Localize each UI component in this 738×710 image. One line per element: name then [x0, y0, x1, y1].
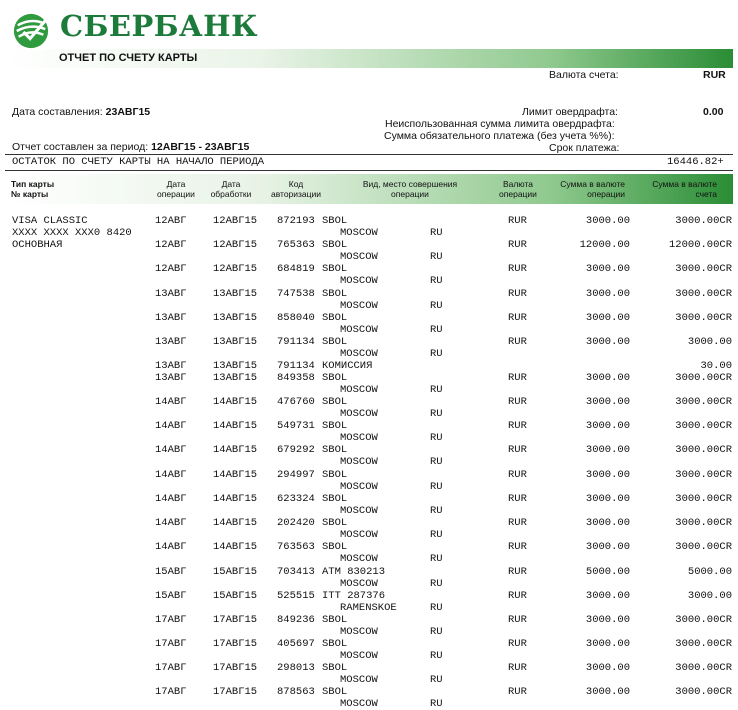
auth-code: 679292 — [277, 444, 315, 456]
operation-place: MOSCOW — [340, 529, 378, 541]
report-title: ОТЧЕТ ПО СЧЕТУ КАРТЫ — [59, 52, 198, 64]
col-currency: Валюта операции — [499, 179, 537, 199]
col-auth-code: Код авторизации — [270, 179, 322, 199]
operation-country: RU — [430, 432, 443, 444]
op-date: 13АВГ — [155, 336, 187, 348]
operation-place: MOSCOW — [340, 408, 378, 420]
amount-operation-currency: 3000.00 — [585, 590, 630, 602]
amount-operation-currency: 3000.00 — [585, 336, 630, 348]
auth-code: 878563 — [277, 686, 315, 698]
operation-currency: RUR — [508, 686, 527, 698]
amount-account-currency: 3000.00CR — [675, 263, 732, 275]
operation-place: MOSCOW — [340, 384, 378, 396]
amount-account-currency: 3000.00 — [687, 336, 732, 348]
card-info — [12, 215, 132, 251]
operation-currency: RUR — [508, 638, 527, 650]
operation-place: MOSCOW — [340, 432, 378, 444]
op-date: 13АВГ — [155, 288, 187, 300]
operation-country: RU — [430, 578, 443, 590]
amount-account-currency: 12000.00CR — [668, 239, 732, 251]
proc-date: 13АВГ15 — [213, 288, 258, 300]
amount-account-currency: 3000.00CR — [675, 662, 732, 674]
operation-place: MOSCOW — [340, 481, 378, 493]
proc-date: 14АВГ15 — [213, 420, 258, 432]
amount-operation-currency: 3000.00 — [585, 444, 630, 456]
operation-place: RAMENSKOE — [340, 602, 397, 614]
operation-currency: RUR — [508, 372, 527, 384]
operation-description: SBOL — [322, 336, 348, 348]
opening-balance-label: ОСТАТОК ПО СЧЕТУ КАРТЫ НА НАЧАЛО ПЕРИОДА — [12, 156, 265, 168]
op-date: 15АВГ — [155, 566, 187, 578]
op-date: 17АВГ — [155, 662, 187, 674]
amount-account-currency: 3000.00CR — [675, 638, 732, 650]
op-date: 17АВГ — [155, 686, 187, 698]
proc-date: 14АВГ15 — [213, 469, 258, 481]
amount-operation-currency: 3000.00 — [585, 420, 630, 432]
proc-date: 14АВГ15 — [213, 444, 258, 456]
amount-operation-currency: 3000.00 — [585, 686, 630, 698]
operation-description: КОМИССИЯ — [322, 360, 373, 372]
auth-code: 684819 — [277, 263, 315, 275]
operation-currency: RUR — [508, 312, 527, 324]
operation-country: RU — [430, 275, 443, 287]
operation-place: MOSCOW — [340, 324, 378, 336]
operation-country: RU — [430, 505, 443, 517]
card-type: VISA CLASSIC — [12, 215, 88, 227]
operation-currency: RUR — [508, 590, 527, 602]
amount-operation-currency: 3000.00 — [585, 493, 630, 505]
operation-currency: RUR — [508, 263, 527, 275]
operation-currency: RUR — [508, 517, 527, 529]
operation-description: SBOL — [322, 614, 348, 626]
amount-operation-currency: 12000.00 — [579, 239, 630, 251]
operation-description: SBOL — [322, 312, 348, 324]
amount-account-currency: 3000.00CR — [675, 396, 732, 408]
period-value: 12АВГ15 - 23АВГ15 — [151, 141, 250, 153]
operation-country: RU — [430, 408, 443, 420]
auth-code: 791134 — [277, 336, 315, 348]
operation-place: MOSCOW — [340, 674, 378, 686]
amount-operation-currency: 3000.00 — [585, 396, 630, 408]
col-op-date: Дата операции — [157, 179, 195, 199]
operation-place: MOSCOW — [340, 456, 378, 468]
operation-place: MOSCOW — [340, 650, 378, 662]
operation-currency: RUR — [508, 336, 527, 348]
operation-country: RU — [430, 227, 443, 239]
operation-description: SBOL — [322, 493, 348, 505]
operation-place: MOSCOW — [340, 275, 378, 287]
auth-code: 294997 — [277, 469, 315, 481]
proc-date: 12АВГ15 — [213, 263, 258, 275]
sberbank-logo-icon — [12, 12, 50, 50]
currency-label: Валюта счета: — [549, 69, 619, 81]
amount-account-currency: 3000.00CR — [675, 288, 732, 300]
operation-currency: RUR — [508, 614, 527, 626]
operation-currency: RUR — [508, 288, 527, 300]
amount-operation-currency: 3000.00 — [585, 263, 630, 275]
operation-description: ITT 287376 — [322, 590, 386, 602]
amount-operation-currency: 3000.00 — [585, 662, 630, 674]
operation-description: ATM 830213 — [322, 566, 386, 578]
operation-description: SBOL — [322, 517, 348, 529]
amount-operation-currency: 3000.00 — [585, 312, 630, 324]
amount-account-currency: 3000.00CR — [675, 215, 732, 227]
operation-currency: RUR — [508, 444, 527, 456]
operation-description: SBOL — [322, 263, 348, 275]
divider — [5, 154, 733, 155]
operation-description: SBOL — [322, 444, 348, 456]
proc-date: 14АВГ15 — [213, 517, 258, 529]
auth-code: 849358 — [277, 372, 315, 384]
operation-currency: RUR — [508, 469, 527, 481]
auth-code: 703413 — [277, 566, 315, 578]
operation-place: MOSCOW — [340, 505, 378, 517]
currency-value: RUR — [703, 69, 726, 81]
mandatory-payment-label: Сумма обязательного платежа (без учета %%): — [384, 130, 615, 142]
due-date-label: Срок платежа: — [549, 142, 620, 154]
proc-date: 17АВГ15 — [213, 614, 258, 626]
op-date: 15АВГ — [155, 590, 187, 602]
brand-name: СБЕРБАНК — [60, 9, 258, 43]
proc-date: 13АВГ15 — [213, 372, 258, 384]
amount-operation-currency: 3000.00 — [585, 215, 630, 227]
proc-date: 14АВГ15 — [213, 396, 258, 408]
operation-place: MOSCOW — [340, 553, 378, 565]
operation-description: SBOL — [322, 662, 348, 674]
auth-code: 763563 — [277, 541, 315, 553]
op-date: 12АВГ — [155, 263, 187, 275]
proc-date: 13АВГ15 — [213, 312, 258, 324]
op-date: 14АВГ — [155, 541, 187, 553]
operation-currency: RUR — [508, 493, 527, 505]
operation-country: RU — [430, 384, 443, 396]
op-date: 13АВГ — [155, 360, 187, 372]
op-date: 14АВГ — [155, 493, 187, 505]
operation-currency: RUR — [508, 396, 527, 408]
proc-date: 14АВГ15 — [213, 541, 258, 553]
divider — [5, 170, 733, 171]
operation-description: SBOL — [322, 372, 348, 384]
amount-account-currency: 3000.00CR — [675, 517, 732, 529]
opening-balance-value: 16446.82+ — [667, 156, 724, 168]
operation-country: RU — [430, 553, 443, 565]
auth-code: 525515 — [277, 590, 315, 602]
report-title-bar — [5, 49, 733, 68]
operation-description: SBOL — [322, 396, 348, 408]
amount-operation-currency: 3000.00 — [585, 541, 630, 553]
date-label: Дата составления: 23АВГ15 — [12, 106, 151, 118]
operation-place: MOSCOW — [340, 348, 378, 360]
operation-country: RU — [430, 324, 443, 336]
amount-operation-currency: 3000.00 — [585, 638, 630, 650]
proc-date: 17АВГ15 — [213, 638, 258, 650]
auth-code: 791134 — [277, 360, 315, 372]
operation-country: RU — [430, 348, 443, 360]
col-amount-acc: Сумма в валюте счета — [652, 179, 717, 199]
amount-account-currency: 3000.00CR — [675, 312, 732, 324]
proc-date: 17АВГ15 — [213, 686, 258, 698]
operation-currency: RUR — [508, 239, 527, 251]
amount-account-currency: 30.00 — [700, 360, 732, 372]
operation-place: MOSCOW — [340, 578, 378, 590]
auth-code: 747538 — [277, 288, 315, 300]
proc-date: 15АВГ15 — [213, 590, 258, 602]
auth-code: 765363 — [277, 239, 315, 251]
op-date: 13АВГ — [155, 372, 187, 384]
op-date: 14АВГ — [155, 396, 187, 408]
amount-account-currency: 5000.00 — [687, 566, 732, 578]
operation-place: MOSCOW — [340, 251, 378, 263]
amount-account-currency: 3000.00CR — [675, 614, 732, 626]
operation-country: RU — [430, 300, 443, 312]
proc-date: 12АВГ15 — [213, 215, 258, 227]
operation-currency: RUR — [508, 566, 527, 578]
amount-account-currency: 3000.00CR — [675, 420, 732, 432]
operation-country: RU — [430, 602, 443, 614]
amount-account-currency: 3000.00CR — [675, 686, 732, 698]
col-description: Вид, место совершения операции — [362, 179, 458, 199]
operation-currency: RUR — [508, 662, 527, 674]
amount-operation-currency: 3000.00 — [585, 372, 630, 384]
amount-operation-currency: 5000.00 — [585, 566, 630, 578]
col-proc-date: Дата обработки — [210, 179, 252, 199]
operation-description: SBOL — [322, 469, 348, 481]
amount-account-currency: 3000.00CR — [675, 469, 732, 481]
auth-code: 202420 — [277, 517, 315, 529]
col-amount-op: Сумма в валюте операции — [560, 179, 625, 199]
operation-currency: RUR — [508, 215, 527, 227]
amount-operation-currency: 3000.00 — [585, 469, 630, 481]
operation-country: RU — [430, 650, 443, 662]
op-date: 17АВГ — [155, 638, 187, 650]
operation-currency: RUR — [508, 541, 527, 553]
auth-code: 298013 — [277, 662, 315, 674]
operation-description: SBOL — [322, 638, 348, 650]
operation-country: RU — [430, 456, 443, 468]
op-date: 13АВГ — [155, 312, 187, 324]
proc-date: 17АВГ15 — [213, 662, 258, 674]
card-number: XXXX XXXX XXX0 8420 — [12, 227, 132, 239]
card-kind: ОСНОВНАЯ — [12, 239, 63, 251]
amount-account-currency: 3000.00CR — [675, 444, 732, 456]
auth-code: 405697 — [277, 638, 315, 650]
period-label: Отчет составлен за период: 12АВГ15 - 23АВГ15 — [12, 141, 250, 153]
op-date: 14АВГ — [155, 469, 187, 481]
amount-account-currency: 3000.00CR — [675, 493, 732, 505]
proc-date: 12АВГ15 — [213, 239, 258, 251]
operation-country: RU — [430, 251, 443, 263]
overdraft-value: 0.00 — [703, 106, 724, 118]
operation-country: RU — [430, 529, 443, 541]
amount-operation-currency: 3000.00 — [585, 614, 630, 626]
op-date: 12АВГ — [155, 215, 187, 227]
operation-country: RU — [430, 698, 443, 710]
proc-date: 15АВГ15 — [213, 566, 258, 578]
proc-date: 13АВГ15 — [213, 336, 258, 348]
op-date: 14АВГ — [155, 517, 187, 529]
amount-operation-currency: 3000.00 — [585, 288, 630, 300]
col-card-type: Тип карты № карты — [11, 179, 55, 199]
overdraft-label: Лимит овердрафта: — [522, 106, 618, 118]
table-header — [5, 174, 733, 204]
auth-code: 849236 — [277, 614, 315, 626]
proc-date: 13АВГ15 — [213, 360, 258, 372]
operation-country: RU — [430, 674, 443, 686]
auth-code: 476760 — [277, 396, 315, 408]
operation-place: MOSCOW — [340, 626, 378, 638]
operation-description: SBOL — [322, 288, 348, 300]
op-date: 12АВГ — [155, 239, 187, 251]
operation-place: MOSCOW — [340, 300, 378, 312]
operation-currency: RUR — [508, 420, 527, 432]
operation-description: SBOL — [322, 686, 348, 698]
operation-country: RU — [430, 626, 443, 638]
operation-description: SBOL — [322, 215, 348, 227]
operation-place: MOSCOW — [340, 698, 378, 710]
operation-place: MOSCOW — [340, 227, 378, 239]
operation-description: SBOL — [322, 239, 348, 251]
auth-code: 549731 — [277, 420, 315, 432]
operation-description: SBOL — [322, 541, 348, 553]
unused-overdraft-label: Неиспользованная сумма лимита овердрафта: — [385, 118, 615, 130]
proc-date: 14АВГ15 — [213, 493, 258, 505]
amount-operation-currency: 3000.00 — [585, 517, 630, 529]
auth-code: 858040 — [277, 312, 315, 324]
amount-account-currency: 3000.00CR — [675, 372, 732, 384]
date-value: 23АВГ15 — [105, 106, 151, 118]
op-date: 14АВГ — [155, 420, 187, 432]
auth-code: 872193 — [277, 215, 315, 227]
op-date: 14АВГ — [155, 444, 187, 456]
operation-description: SBOL — [322, 420, 348, 432]
op-date: 17АВГ — [155, 614, 187, 626]
auth-code: 623324 — [277, 493, 315, 505]
amount-account-currency: 3000.00CR — [675, 541, 732, 553]
amount-account-currency: 3000.00 — [687, 590, 732, 602]
operation-country: RU — [430, 481, 443, 493]
